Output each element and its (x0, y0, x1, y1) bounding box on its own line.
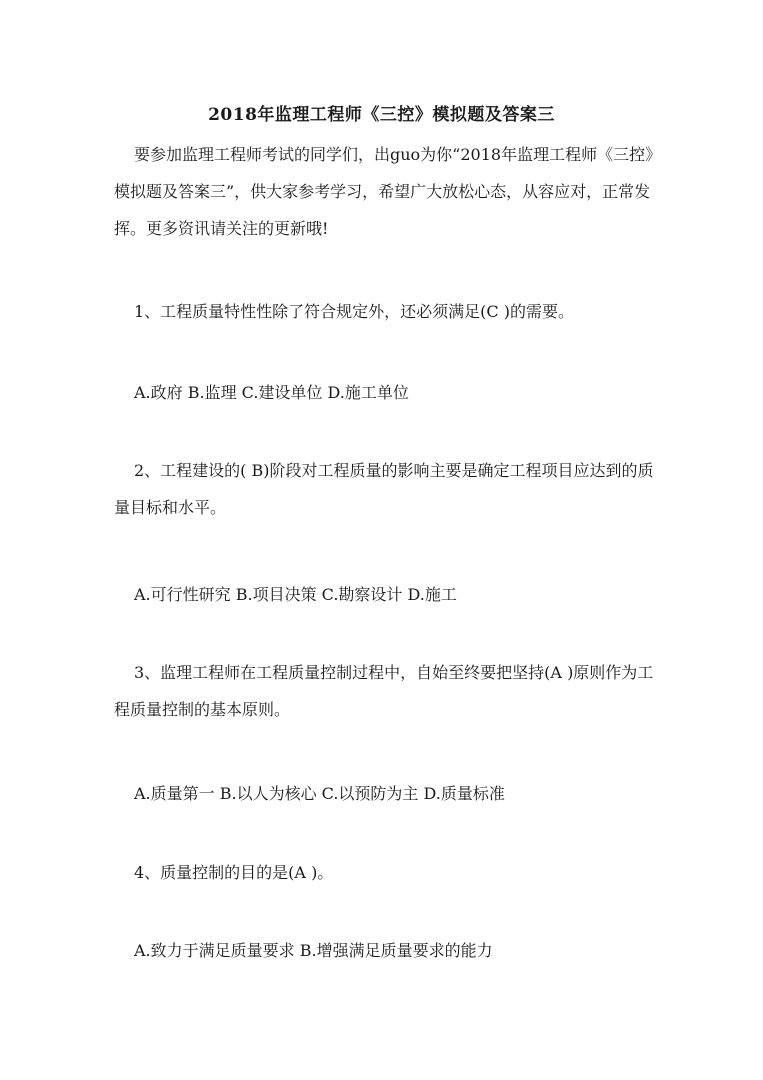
question-1-options: A.政府 B.监理 C.建设单位 D.施工单位 (134, 383, 409, 402)
question-4-options: A.致力于满足质量要求 B.增强满足质量要求的能力 (134, 941, 493, 960)
document-title: 2018年监理工程师《三控》模拟题及答案三 (208, 105, 555, 125)
question-1: 1、工程质量特性性除了符合规定外，还必须满足(C )的需要。 (134, 302, 574, 321)
question-4: 4、质量控制的目的是(A )。 (134, 863, 334, 882)
question-3-options: A.质量第一 B.以人为核心 C.以预防为主 D.质量标准 (134, 784, 505, 803)
intro-paragraph: 要参加监理工程师考试的同学们，出guo为你“2018年监理工程师《三控》模拟题及答案三”，供大家参考学习，希望广大放松心态，从容应对，正常发挥。更多资讯请关注的更新哦! (114, 145, 654, 238)
question-2: 2、工程建设的( B)阶段对工程质量的影响主要是确定工程项目应达到的质量目标和水平。 (114, 461, 654, 517)
question-3: 3、监理工程师在工程质量控制过程中，自始至终要把坚持(A )原则作为工程质量控制的基本原则。 (114, 663, 654, 719)
question-2-options: A.可行性研究 B.项目决策 C.勘察设计 D.施工 (134, 585, 457, 604)
